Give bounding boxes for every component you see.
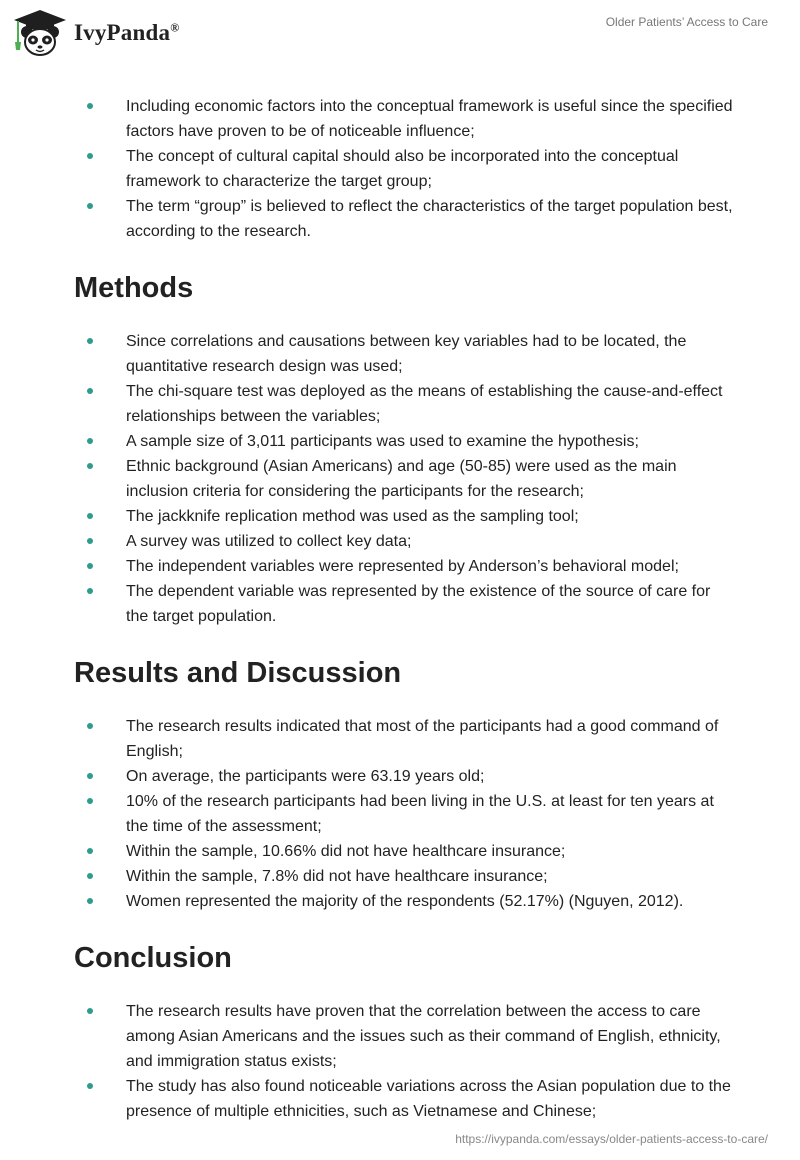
bullet-icon xyxy=(87,1008,93,1014)
bullet-icon xyxy=(87,798,93,804)
page-header xyxy=(0,0,800,70)
bullet-icon xyxy=(87,203,93,209)
list-item: The chi-square test was deployed as the means of establishing the cause-and-effect relationships between the variables; xyxy=(74,379,734,429)
list-item: The research results have proven that the correlation between the access to care among Asian Americans and the issues such as their command of English, ethnicity, and immigration status exists; xyxy=(74,999,734,1074)
source-url-link[interactable]: https://ivypanda.com/essays/older-patients-access-to-care/ xyxy=(455,1132,768,1146)
conclusion-list xyxy=(74,999,734,1124)
bullet-icon xyxy=(87,103,93,109)
methods-section xyxy=(74,270,734,629)
bullet-icon xyxy=(87,153,93,159)
list-item: 10% of the research participants had been living in the U.S. at least for ten years at the time of the assessment; xyxy=(74,789,734,839)
list-item: The jackknife replication method was used as the sampling tool; xyxy=(74,504,734,529)
list-item: Including economic factors into the conceptual framework is useful since the specified factors have proven to be of noticeable influence; xyxy=(74,94,734,144)
logo-text: IvyPanda® xyxy=(74,20,180,45)
list-item: Since correlations and causations between key variables had to be located, the quantitative research design was used; xyxy=(74,329,734,379)
bullet-icon xyxy=(87,513,93,519)
bullet-icon xyxy=(87,723,93,729)
list-item: The concept of cultural capital should also be incorporated into the conceptual framework to characterize the target group; xyxy=(74,144,734,194)
bullet-icon xyxy=(87,338,93,344)
list-item: Women represented the majority of the respondents (52.17%) (Nguyen, 2012). xyxy=(74,889,734,914)
list-item: A sample size of 3,011 participants was used to examine the hypothesis; xyxy=(74,429,734,454)
list-item: Within the sample, 7.8% did not have healthcare insurance; xyxy=(74,864,734,889)
ivypanda-logo[interactable] xyxy=(12,8,179,58)
methods-heading: Methods xyxy=(74,272,194,304)
panda-graduate-icon xyxy=(12,8,68,58)
bullet-icon xyxy=(87,463,93,469)
results-heading: Results and Discussion xyxy=(74,657,402,689)
conclusion-section xyxy=(74,940,734,1124)
results-section xyxy=(74,655,734,914)
bullet-icon xyxy=(87,898,93,904)
bullet-icon xyxy=(87,873,93,879)
bullet-icon xyxy=(87,773,93,779)
intro-section xyxy=(74,94,734,244)
list-item: Ethnic background (Asian Americans) and age (50-85) were used as the main inclusion criteria for considering the participants for the research; xyxy=(74,454,734,504)
document-content xyxy=(74,71,734,1124)
list-item: The dependent variable was represented by the existence of the source of care for the target population. xyxy=(74,579,734,629)
conclusion-heading: Conclusion xyxy=(74,942,232,974)
list-item: The study has also found noticeable variations across the Asian population due to the presence of multiple ethnicities, such as Vietnamese and Chinese; xyxy=(74,1074,734,1124)
methods-list xyxy=(74,329,734,629)
results-list xyxy=(74,714,734,914)
intro-list xyxy=(74,94,734,244)
list-item: The research results indicated that most of the participants had a good command of English; xyxy=(74,714,734,764)
bullet-icon xyxy=(87,848,93,854)
bullet-icon xyxy=(87,563,93,569)
list-item: On average, the participants were 63.19 years old; xyxy=(74,764,734,789)
list-item: A survey was utilized to collect key data; xyxy=(74,529,734,554)
bullet-icon xyxy=(87,538,93,544)
running-title: Older Patients’ Access to Care xyxy=(605,15,768,29)
bullet-icon xyxy=(87,388,93,394)
list-item: The independent variables were represented by Anderson’s behavioral model; xyxy=(74,554,734,579)
list-item: Within the sample, 10.66% did not have healthcare insurance; xyxy=(74,839,734,864)
bullet-icon xyxy=(87,588,93,594)
bullet-icon xyxy=(87,438,93,444)
bullet-icon xyxy=(87,1083,93,1089)
list-item: The term “group” is believed to reflect the characteristics of the target population best, according to the research. xyxy=(74,194,734,244)
